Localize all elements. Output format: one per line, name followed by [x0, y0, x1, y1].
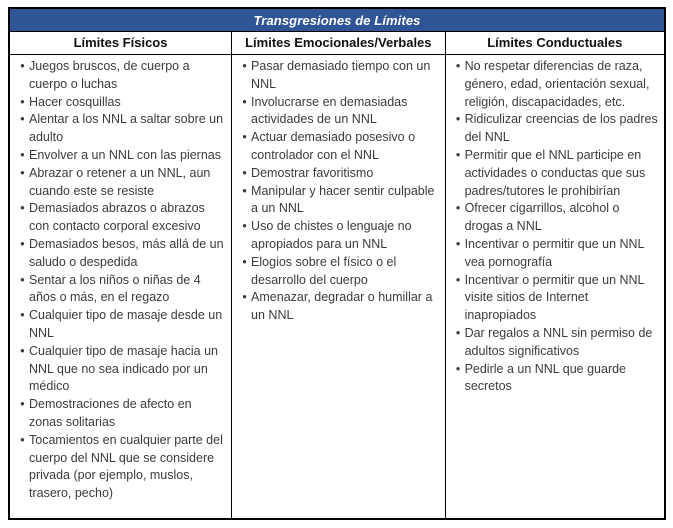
list-item-text: Ridiculizar creencias de los padres del NNL	[464, 112, 658, 145]
list-item	[16, 432, 227, 503]
list-item	[452, 58, 660, 111]
list-item	[452, 272, 660, 325]
bullet-icon: •	[455, 59, 461, 73]
list-item	[16, 396, 227, 432]
limites-emocionales-verbales-list	[238, 58, 441, 325]
list-item	[16, 236, 227, 272]
list-item-text: Tocamientos en cualquier parte del cuerpo del NNL que se considere privada (por ejemplo, muslos, trasero, pecho)	[29, 432, 223, 501]
bullet-icon: •	[20, 201, 25, 216]
list-item	[452, 111, 660, 147]
bullet-icon: •	[242, 94, 247, 109]
list-item-text: Cualquier tipo de masaje hacia un NNL que no sea indicado por un médico	[29, 343, 219, 394]
list-item-text: Sentar a los niños o niñas de 4 años o más, en el regazo	[29, 272, 201, 305]
list-item	[16, 94, 227, 112]
list-item-text: Envolver a un NNL con las piernas	[29, 147, 221, 162]
list-item	[452, 236, 660, 272]
list-item	[452, 325, 660, 361]
list-item-text: Pasar demasiado tiempo con un NNL	[251, 59, 431, 91]
bullet-icon: •	[20, 165, 25, 180]
list-item-text: Actuar demasiado posesivo o controlador con el NNL	[251, 130, 416, 162]
bullet-icon: •	[20, 397, 25, 412]
list-item-text: Manipular y hacer sentir culpable a un NNL	[251, 183, 435, 216]
bullet-icon: •	[242, 219, 247, 234]
list-item-text: Elogios sobre el físico o el desarrollo del cuerpo	[251, 254, 397, 287]
list-item-text: Demostrar favoritismo	[251, 165, 374, 180]
list-item-text: Demasiados abrazos o abrazos con contacto corporal excesivo	[29, 201, 205, 234]
bullet-icon: •	[20, 236, 25, 251]
list-item-text: Permitir que el NNL participe en actividades o conductas que sus padres/tutores le prohibirían	[464, 147, 646, 198]
list-item-text: Juegos bruscos, de cuerpo a cuerpo o luchas	[29, 59, 190, 91]
bullet-icon: •	[242, 183, 247, 198]
bullet-icon: •	[242, 165, 247, 180]
cell-limites-emocionales-verbales	[231, 55, 445, 518]
bullet-icon: •	[20, 147, 25, 162]
list-item-text: Cualquier tipo de masaje desde un NNL	[29, 308, 223, 340]
list-item	[16, 307, 227, 343]
bullet-icon: •	[20, 94, 25, 109]
list-item	[452, 200, 660, 236]
list-item	[238, 94, 441, 130]
list-item	[238, 183, 441, 219]
limits-table	[8, 7, 666, 520]
bullet-icon: •	[455, 325, 461, 340]
bullet-icon: •	[242, 254, 247, 269]
list-item-text: Ofrecer cigarrillos, alcohol o drogas a NNL	[464, 201, 620, 234]
cell-limites-fisicos	[10, 55, 231, 518]
list-item	[452, 147, 660, 200]
list-item	[238, 58, 441, 94]
list-item	[238, 218, 441, 254]
bullet-icon: •	[455, 272, 461, 287]
bullet-icon: •	[242, 59, 247, 73]
bullet-icon: •	[242, 130, 247, 145]
bullet-icon: •	[20, 432, 25, 447]
list-item	[16, 272, 227, 308]
column-header-limites-conductuales: Límites Conductuales	[445, 32, 664, 55]
bullet-icon: •	[20, 343, 25, 358]
list-item-text: No respetar diferencias de raza, género, edad, orientación sexual, religión, discapacidades, etc.	[464, 59, 650, 109]
list-item-text: Incentivar o permitir que un NNL vea pornografía	[464, 236, 645, 269]
bullet-icon: •	[455, 201, 461, 216]
table-header-row	[10, 32, 664, 55]
list-item-text: Pedirle a un NNL que guarde secretos	[464, 361, 627, 394]
table-body-row	[10, 55, 664, 518]
list-item	[238, 254, 441, 290]
limites-fisicos-list	[16, 58, 227, 503]
list-item-text: Hacer cosquillas	[29, 94, 121, 109]
cell-limites-conductuales	[445, 55, 664, 518]
list-item	[238, 165, 441, 183]
list-item-text: Involucrarse en demasiadas actividades de un NNL	[251, 94, 408, 127]
list-item-text: Demostraciones de afecto en zonas solitarias	[29, 397, 192, 429]
list-item	[16, 165, 227, 201]
list-item-text: Abrazar o retener a un NNL, aun cuando este se resiste	[29, 165, 211, 198]
list-item-text: Alentar a los NNL a saltar sobre un adulto	[29, 112, 224, 145]
list-item	[16, 147, 227, 165]
list-item	[16, 111, 227, 147]
bullet-icon: •	[455, 236, 461, 251]
bullet-icon: •	[20, 272, 25, 287]
table-title: Transgresiones de Límites	[10, 9, 664, 32]
bullet-icon: •	[20, 112, 25, 127]
bullet-icon: •	[20, 308, 25, 323]
list-item	[16, 343, 227, 396]
list-item	[238, 289, 441, 325]
list-item	[16, 200, 227, 236]
list-item	[16, 58, 227, 94]
limites-conductuales-list	[452, 58, 660, 396]
list-item-text: Demasiados besos, más allá de un saludo o despedida	[29, 236, 224, 269]
list-item-text: Incentivar o permitir que un NNL visite sitios de Internet inapropiados	[464, 272, 645, 323]
column-header-limites-emocionales-verbales: Límites Emocionales/Verbales	[231, 32, 445, 55]
list-item	[238, 129, 441, 165]
list-item	[452, 361, 660, 397]
column-header-limites-fisicos: Límites Físicos	[10, 32, 231, 55]
bullet-icon: •	[242, 290, 247, 305]
list-item-text: Dar regalos a NNL sin permiso de adultos significativos	[464, 325, 653, 358]
list-item-text: Amenazar, degradar o humillar a un NNL	[251, 290, 433, 323]
bullet-icon: •	[455, 147, 461, 162]
bullet-icon: •	[455, 112, 461, 127]
bullet-icon: •	[455, 361, 461, 376]
bullet-icon: •	[20, 59, 25, 73]
list-item-text: Uso de chistes o lenguaje no apropiados para un NNL	[251, 219, 412, 251]
